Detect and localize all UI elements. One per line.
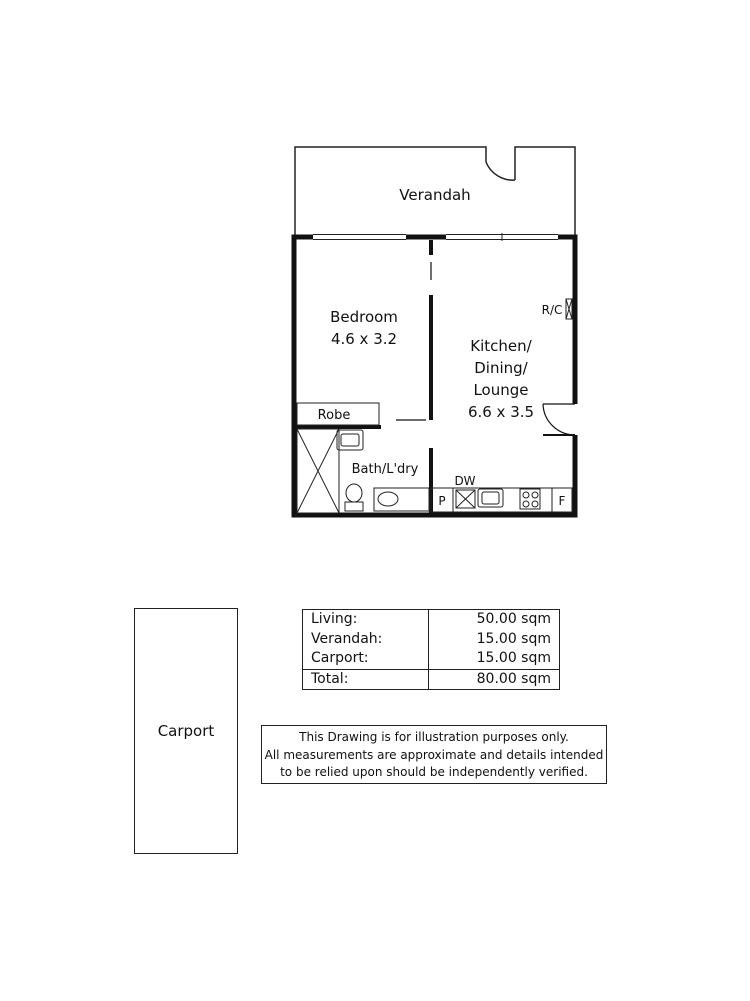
area-label: Carport: — [303, 649, 429, 669]
kitchen-bench — [431, 488, 572, 512]
bedroom-label: Bedroom — [330, 308, 398, 326]
disclaimer-line: This Drawing is for illustration purposes only. — [299, 730, 569, 744]
pantry-label: P — [438, 494, 446, 508]
kitchen-label-line1: Kitchen/ — [470, 337, 532, 355]
fridge-label: F — [558, 494, 566, 508]
area-label: Living: — [303, 610, 429, 630]
disclaimer-line: to be relied upon should be independently verified. — [280, 765, 588, 779]
laundry-tub-icon — [337, 430, 363, 450]
outer-walls — [294, 237, 575, 515]
dw-label: DW — [454, 474, 476, 488]
verandah-label: Verandah — [399, 186, 471, 204]
table-row — [303, 610, 560, 630]
dishwasher-icon — [456, 490, 475, 508]
kitchen-label-line2: Dining/ — [474, 359, 528, 377]
area-value: 15.00 sqm — [476, 650, 551, 666]
area-label: Verandah: — [303, 630, 429, 650]
disclaimer-line: All measurements are approximate and details intended — [264, 747, 604, 762]
table-row — [303, 649, 560, 669]
kitchen-label-line3: Lounge — [473, 381, 529, 399]
carport-outline — [134, 608, 238, 854]
kitchen-size: 6.6 x 3.5 — [467, 403, 535, 421]
total-label: Total: — [303, 669, 429, 690]
rc-label: R/C — [541, 303, 563, 317]
carport-label: Carport — [157, 722, 215, 740]
area-value: 15.00 sqm — [476, 630, 551, 647]
vanity-icon — [374, 488, 429, 511]
cooktop-icon — [520, 489, 540, 509]
total-value: 80.00 sqm — [429, 669, 560, 690]
table-row — [303, 630, 560, 650]
bedroom-size: 4.6 x 3.2 — [330, 330, 398, 348]
area-table — [302, 609, 560, 690]
rc-unit-icon — [566, 299, 572, 319]
toilet-icon — [345, 484, 363, 511]
disclaimer-box — [261, 725, 607, 784]
shower — [297, 429, 339, 513]
bath-label: Bath/L'dry — [351, 462, 419, 477]
area-value: 50.00 sqm — [476, 611, 551, 627]
kitchen-sink-icon — [478, 489, 503, 507]
table-row-total — [303, 669, 560, 690]
entry-door — [543, 404, 575, 435]
robe-label: Robe — [317, 408, 351, 423]
